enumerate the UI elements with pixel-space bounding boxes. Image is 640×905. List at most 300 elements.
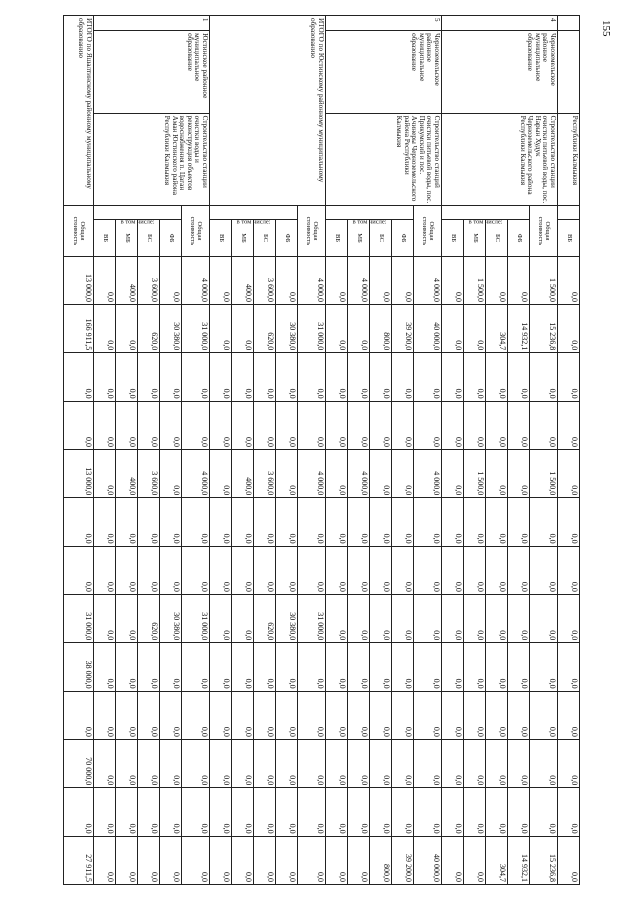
value-cell: 0,0 <box>442 691 464 739</box>
value-cell: 0,0 <box>210 256 232 304</box>
value-cell: 0,0 <box>160 836 182 884</box>
value-cell: 304,7 <box>486 836 508 884</box>
value-cell: 3 600,0 <box>254 256 276 304</box>
value-cell: 0,0 <box>348 691 370 739</box>
value-cell: 0,0 <box>138 401 160 449</box>
value-cell: 0,0 <box>370 546 392 594</box>
value-cell: 0,0 <box>464 546 486 594</box>
row-number-cell <box>558 16 580 31</box>
value-cell: 0,0 <box>94 401 116 449</box>
value-cell: 0,0 <box>530 498 558 546</box>
value-cell: 0,0 <box>464 498 486 546</box>
page-body <box>72 15 580 885</box>
value-cell: 0,0 <box>508 594 530 642</box>
value-cell: 0,0 <box>254 691 276 739</box>
value-cell: 0,0 <box>464 691 486 739</box>
value-cell: 0,0 <box>138 836 160 884</box>
value-cell: 0,0 <box>210 594 232 642</box>
value-cell: 0,0 <box>210 304 232 352</box>
value-cell: 0,0 <box>414 594 442 642</box>
table-row-continuation <box>558 16 580 885</box>
value-cell: 0,0 <box>160 353 182 401</box>
value-cell: 0,0 <box>94 304 116 352</box>
value-cell: 0,0 <box>370 739 392 787</box>
value-cell: 0,0 <box>160 449 182 497</box>
value-cell: 15 236,8 <box>530 304 558 352</box>
value-cell: 0,0 <box>232 691 254 739</box>
value-cell: 0,0 <box>530 401 558 449</box>
value-cell: 0,0 <box>210 546 232 594</box>
value-cell: 0,0 <box>254 353 276 401</box>
value-cell: 0,0 <box>508 788 530 836</box>
value-cell: 0,0 <box>486 643 508 691</box>
value-cell: 0,0 <box>276 546 298 594</box>
value-cell: 0,0 <box>210 691 232 739</box>
value-cell: 0,0 <box>348 594 370 642</box>
value-cell: 38 000,0 <box>64 643 94 691</box>
value-cell: 0,0 <box>414 353 442 401</box>
value-cell: 1 500,0 <box>530 256 558 304</box>
value-cell: 0,0 <box>370 498 392 546</box>
value-cell: 0,0 <box>116 836 138 884</box>
project-cell: Строительство станции очистки воды и реконструкция объектов водоснабжения п. Цаган Аман Юстинского района Республики Калмыкия <box>94 113 210 206</box>
value-cell: 0,0 <box>254 788 276 836</box>
value-cell: 31 000,0 <box>182 594 210 642</box>
value-cell: 0,0 <box>182 353 210 401</box>
value-cell: 0,0 <box>392 256 414 304</box>
value-cell: 0,0 <box>138 546 160 594</box>
value-cell: 0,0 <box>64 353 94 401</box>
value-cell: 0,0 <box>442 449 464 497</box>
value-cell: 0,0 <box>94 256 116 304</box>
value-cell: 0,0 <box>326 449 348 497</box>
value-cell: 0,0 <box>94 353 116 401</box>
value-cell: 0,0 <box>326 836 348 884</box>
value-cell: 0,0 <box>442 546 464 594</box>
value-cell: 0,0 <box>464 594 486 642</box>
value-cell: 0,0 <box>348 498 370 546</box>
value-cell: 0,0 <box>370 256 392 304</box>
project-cell: Республики Калмыкия <box>558 113 580 206</box>
organization-cell <box>558 31 580 114</box>
value-cell: 0,0 <box>442 643 464 691</box>
value-cell: 0,0 <box>94 449 116 497</box>
value-cell: 0,0 <box>530 643 558 691</box>
value-cell: 30 380,0 <box>160 594 182 642</box>
value-cell: 70 000,0 <box>64 739 94 787</box>
value-cell: 0,0 <box>298 401 326 449</box>
value-cell: 0,0 <box>276 788 298 836</box>
value-cell: 0,0 <box>182 691 210 739</box>
value-cell: 0,0 <box>210 498 232 546</box>
value-cell: 0,0 <box>558 739 580 787</box>
value-cell: 0,0 <box>210 643 232 691</box>
value-cell: 0,0 <box>392 643 414 691</box>
value-cell: 0,0 <box>508 353 530 401</box>
value-cell: 620,0 <box>138 594 160 642</box>
value-cell: 0,0 <box>138 498 160 546</box>
value-cell: 0,0 <box>464 643 486 691</box>
value-cell: 0,0 <box>558 498 580 546</box>
value-cell: 4 000,0 <box>414 449 442 497</box>
value-cell: 0,0 <box>392 498 414 546</box>
value-cell: 0,0 <box>414 739 442 787</box>
value-cell: 0,0 <box>442 498 464 546</box>
value-cell: 0,0 <box>298 836 326 884</box>
source-cell: МБ <box>116 220 138 256</box>
value-cell: 0,0 <box>486 449 508 497</box>
value-cell: 0,0 <box>530 739 558 787</box>
value-cell: 0,0 <box>326 739 348 787</box>
value-cell: 0,0 <box>232 594 254 642</box>
value-cell: 0,0 <box>138 643 160 691</box>
value-cell: 0,0 <box>210 836 232 884</box>
blank-cell <box>558 206 580 220</box>
value-cell: 0,0 <box>442 304 464 352</box>
value-cell: 0,0 <box>442 594 464 642</box>
value-cell: 0,0 <box>64 546 94 594</box>
organization-cell: Черноземельское районное муниципальное образование <box>326 31 442 114</box>
value-cell: 0,0 <box>160 546 182 594</box>
value-cell: 0,0 <box>254 546 276 594</box>
value-cell: 0,0 <box>210 353 232 401</box>
value-cell: 0,0 <box>348 739 370 787</box>
value-cell: 0,0 <box>558 304 580 352</box>
value-cell: 0,0 <box>442 836 464 884</box>
budget-table-body <box>64 16 580 885</box>
value-cell: 0,0 <box>508 449 530 497</box>
value-cell: 40 000,0 <box>414 304 442 352</box>
value-cell: 0,0 <box>370 643 392 691</box>
in-that-number-label <box>326 206 414 226</box>
in-that-number-label <box>94 206 182 226</box>
value-cell: 0,0 <box>232 739 254 787</box>
value-cell: 0,0 <box>392 353 414 401</box>
value-cell: 0,0 <box>348 304 370 352</box>
value-cell: 0,0 <box>508 691 530 739</box>
value-cell: 0,0 <box>414 401 442 449</box>
group-4-row <box>530 16 558 885</box>
value-cell: 1 500,0 <box>530 449 558 497</box>
value-cell: 0,0 <box>370 691 392 739</box>
value-cell: 0,0 <box>298 353 326 401</box>
source-cell: Общая стоимость <box>414 206 442 256</box>
in-that-number-label <box>210 206 298 226</box>
in-that-number-text: в том числе: <box>120 218 155 226</box>
value-cell: 0,0 <box>414 788 442 836</box>
value-cell: 0,0 <box>348 788 370 836</box>
value-cell: 620,0 <box>254 304 276 352</box>
value-cell: 40 000,0 <box>414 836 442 884</box>
source-cell: Общая стоимость <box>530 206 558 256</box>
value-cell: 0,0 <box>370 449 392 497</box>
value-cell: 30 380,0 <box>276 304 298 352</box>
total-label-cell: ИТОГО по Яшалтинскому районному муниципальному образованию <box>64 16 94 206</box>
in-that-number-text: в том числе: <box>352 218 387 226</box>
value-cell: 0,0 <box>558 594 580 642</box>
value-cell: 620,0 <box>138 304 160 352</box>
source-cell: ВБ <box>210 220 232 256</box>
value-cell: 0,0 <box>232 836 254 884</box>
value-cell: 0,0 <box>298 739 326 787</box>
value-cell: 0,0 <box>232 498 254 546</box>
value-cell: 13 000,0 <box>64 256 94 304</box>
value-cell: 0,0 <box>160 691 182 739</box>
source-cell: Общая стоимость <box>298 206 326 256</box>
value-cell: 0,0 <box>182 739 210 787</box>
value-cell: 31 000,0 <box>298 594 326 642</box>
value-cell: 0,0 <box>94 546 116 594</box>
value-cell: 0,0 <box>116 401 138 449</box>
value-cell: 0,0 <box>160 498 182 546</box>
value-cell: 0,0 <box>442 788 464 836</box>
value-cell: 0,0 <box>160 401 182 449</box>
value-cell: 0,0 <box>558 546 580 594</box>
value-cell: 0,0 <box>182 643 210 691</box>
value-cell: 0,0 <box>326 353 348 401</box>
value-cell: 0,0 <box>326 691 348 739</box>
value-cell: 0,0 <box>182 546 210 594</box>
value-cell: 0,0 <box>348 643 370 691</box>
value-cell: 30 380,0 <box>276 594 298 642</box>
value-cell: 0,0 <box>348 836 370 884</box>
value-cell: 0,0 <box>94 691 116 739</box>
value-cell: 0,0 <box>508 401 530 449</box>
value-cell: 0,0 <box>64 498 94 546</box>
value-cell: 0,0 <box>530 594 558 642</box>
row-number-cell: 5 <box>326 16 442 31</box>
source-cell: МБ <box>232 220 254 256</box>
value-cell: 0,0 <box>276 691 298 739</box>
value-cell: 4 000,0 <box>348 449 370 497</box>
value-cell: 0,0 <box>392 594 414 642</box>
source-cell: БС <box>138 220 160 256</box>
value-cell: 0,0 <box>370 788 392 836</box>
value-cell: 0,0 <box>276 643 298 691</box>
total-label-cell: ИТОГО по Юстинскому районному муниципальному образованию <box>210 16 326 206</box>
value-cell: 0,0 <box>530 353 558 401</box>
value-cell: 0,0 <box>232 353 254 401</box>
value-cell: 0,0 <box>558 691 580 739</box>
value-cell: 0,0 <box>392 788 414 836</box>
value-cell: 0,0 <box>370 353 392 401</box>
value-cell: 0,0 <box>508 643 530 691</box>
value-cell: 0,0 <box>326 401 348 449</box>
value-cell: 0,0 <box>326 546 348 594</box>
source-cell: БС <box>370 220 392 256</box>
value-cell: 0,0 <box>508 498 530 546</box>
value-cell: 0,0 <box>94 788 116 836</box>
value-cell: 0,0 <box>442 353 464 401</box>
value-cell: 0,0 <box>530 546 558 594</box>
value-cell: 0,0 <box>94 498 116 546</box>
source-cell: ФБ <box>160 220 182 256</box>
value-cell: 0,0 <box>160 643 182 691</box>
value-cell: 0,0 <box>530 788 558 836</box>
value-cell: 0,0 <box>392 546 414 594</box>
value-cell: 0,0 <box>298 498 326 546</box>
value-cell: 14 932,1 <box>508 836 530 884</box>
value-cell: 0,0 <box>254 643 276 691</box>
source-cell: ФБ <box>276 220 298 256</box>
value-cell: 0,0 <box>116 739 138 787</box>
value-cell: 0,0 <box>558 449 580 497</box>
value-cell: 0,0 <box>94 594 116 642</box>
value-cell: 0,0 <box>486 691 508 739</box>
value-cell: 14 932,1 <box>508 304 530 352</box>
value-cell: 0,0 <box>348 401 370 449</box>
organization-cell: Черноземельское районное муниципальное образование <box>442 31 558 114</box>
value-cell: 4 000,0 <box>348 256 370 304</box>
value-cell: 0,0 <box>160 256 182 304</box>
in-that-number-text: в том числе: <box>468 218 503 226</box>
value-cell: 0,0 <box>276 401 298 449</box>
value-cell: 0,0 <box>326 643 348 691</box>
value-cell: 3 600,0 <box>138 256 160 304</box>
value-cell: 0,0 <box>94 739 116 787</box>
value-cell: 0,0 <box>138 353 160 401</box>
value-cell: 0,0 <box>442 739 464 787</box>
value-cell: 0,0 <box>414 546 442 594</box>
value-cell: 0,0 <box>232 643 254 691</box>
value-cell: 800,0 <box>370 836 392 884</box>
value-cell: 0,0 <box>182 498 210 546</box>
value-cell: 0,0 <box>116 498 138 546</box>
value-cell: 3 600,0 <box>138 449 160 497</box>
value-cell: 0,0 <box>254 498 276 546</box>
value-cell: 0,0 <box>276 739 298 787</box>
value-cell: 0,0 <box>442 256 464 304</box>
value-cell: 0,0 <box>414 691 442 739</box>
value-cell: 0,0 <box>182 788 210 836</box>
total-yustinsky-row <box>298 16 326 885</box>
value-cell: 0,0 <box>116 304 138 352</box>
value-cell: 620,0 <box>254 594 276 642</box>
value-cell: 0,0 <box>414 498 442 546</box>
value-cell: 0,0 <box>326 594 348 642</box>
value-cell: 0,0 <box>182 401 210 449</box>
value-cell: 0,0 <box>138 788 160 836</box>
value-cell: 0,0 <box>160 788 182 836</box>
value-cell: 3 600,0 <box>254 449 276 497</box>
in-that-number-label <box>442 206 530 226</box>
value-cell: 0,0 <box>298 691 326 739</box>
value-cell: 0,0 <box>370 401 392 449</box>
group-5-row <box>414 16 442 885</box>
value-cell: 400,0 <box>232 256 254 304</box>
value-cell: 0,0 <box>116 353 138 401</box>
source-cell: ФБ <box>508 220 530 256</box>
source-cell: БС <box>254 220 276 256</box>
value-cell: 0,0 <box>232 304 254 352</box>
value-cell: 31 000,0 <box>182 304 210 352</box>
value-cell: 0,0 <box>486 498 508 546</box>
value-cell: 0,0 <box>486 256 508 304</box>
value-cell: 0,0 <box>558 353 580 401</box>
value-cell: 4 000,0 <box>414 256 442 304</box>
value-cell: 1 500,0 <box>464 449 486 497</box>
value-cell: 0,0 <box>276 256 298 304</box>
value-cell: 30 380,0 <box>160 304 182 352</box>
value-cell: 0,0 <box>276 449 298 497</box>
value-cell: 0,0 <box>464 836 486 884</box>
value-cell: 0,0 <box>276 353 298 401</box>
source-cell: Общая стоимость <box>182 206 210 256</box>
value-cell: 0,0 <box>232 788 254 836</box>
value-cell: 400,0 <box>232 449 254 497</box>
organization-cell: Юстинское районное муниципальное образование <box>94 31 210 114</box>
value-cell: 0,0 <box>508 256 530 304</box>
value-cell: 0,0 <box>486 353 508 401</box>
value-cell: 0,0 <box>254 739 276 787</box>
value-cell: 0,0 <box>298 788 326 836</box>
source-cell: ВБ <box>326 220 348 256</box>
project-cell: Строительство станций очистки питьевой воды, пос. Прикумский и пос. Ачинеры Черноземельского района Республики Калмыкия <box>326 113 442 206</box>
value-cell: 0,0 <box>558 256 580 304</box>
value-cell: 304,7 <box>486 304 508 352</box>
group-yustinsky-row <box>182 16 210 885</box>
value-cell: 0,0 <box>508 739 530 787</box>
value-cell: 400,0 <box>116 256 138 304</box>
value-cell: 0,0 <box>182 836 210 884</box>
value-cell: 0,0 <box>392 739 414 787</box>
value-cell: 0,0 <box>370 594 392 642</box>
value-cell: 4 000,0 <box>182 256 210 304</box>
value-cell: 27 911,5 <box>64 836 94 884</box>
source-cell: БС <box>486 220 508 256</box>
page-number: 155 <box>600 20 612 37</box>
value-cell: 0,0 <box>326 498 348 546</box>
value-cell: 0,0 <box>116 594 138 642</box>
value-cell: 0,0 <box>94 643 116 691</box>
total-yashaltinsky-row <box>64 16 94 885</box>
value-cell: 0,0 <box>116 691 138 739</box>
value-cell: 0,0 <box>486 594 508 642</box>
value-cell: 4 000,0 <box>182 449 210 497</box>
value-cell: 0,0 <box>210 401 232 449</box>
value-cell: 0,0 <box>464 304 486 352</box>
value-cell: 0,0 <box>442 401 464 449</box>
value-cell: 0,0 <box>298 643 326 691</box>
in-that-number-text: в том числе: <box>236 218 271 226</box>
value-cell: 0,0 <box>210 788 232 836</box>
value-cell: 0,0 <box>210 739 232 787</box>
value-cell: 0,0 <box>348 546 370 594</box>
project-cell: Строительство станции очистки питьевой воды, пос. Нарын Худук Черноземельского района Республики Калмыкия <box>442 113 558 206</box>
value-cell: 0,0 <box>558 788 580 836</box>
value-cell: 0,0 <box>138 739 160 787</box>
value-cell: 13 000,0 <box>64 449 94 497</box>
value-cell: 39 200,0 <box>392 836 414 884</box>
value-cell: 0,0 <box>254 401 276 449</box>
value-cell: 0,0 <box>64 691 94 739</box>
value-cell: 0,0 <box>116 546 138 594</box>
value-cell: 0,0 <box>160 739 182 787</box>
value-cell: 15 236,8 <box>530 836 558 884</box>
row-number-cell: 4 <box>442 16 558 31</box>
value-cell: 0,0 <box>464 739 486 787</box>
value-cell: 0,0 <box>326 788 348 836</box>
value-cell: 0,0 <box>254 836 276 884</box>
value-cell: 0,0 <box>392 401 414 449</box>
value-cell: 31 000,0 <box>64 594 94 642</box>
value-cell: 400,0 <box>116 449 138 497</box>
value-cell: 0,0 <box>94 836 116 884</box>
value-cell: 0,0 <box>508 546 530 594</box>
value-cell: 0,0 <box>414 643 442 691</box>
source-cell: ВБ <box>94 220 116 256</box>
value-cell: 0,0 <box>276 498 298 546</box>
